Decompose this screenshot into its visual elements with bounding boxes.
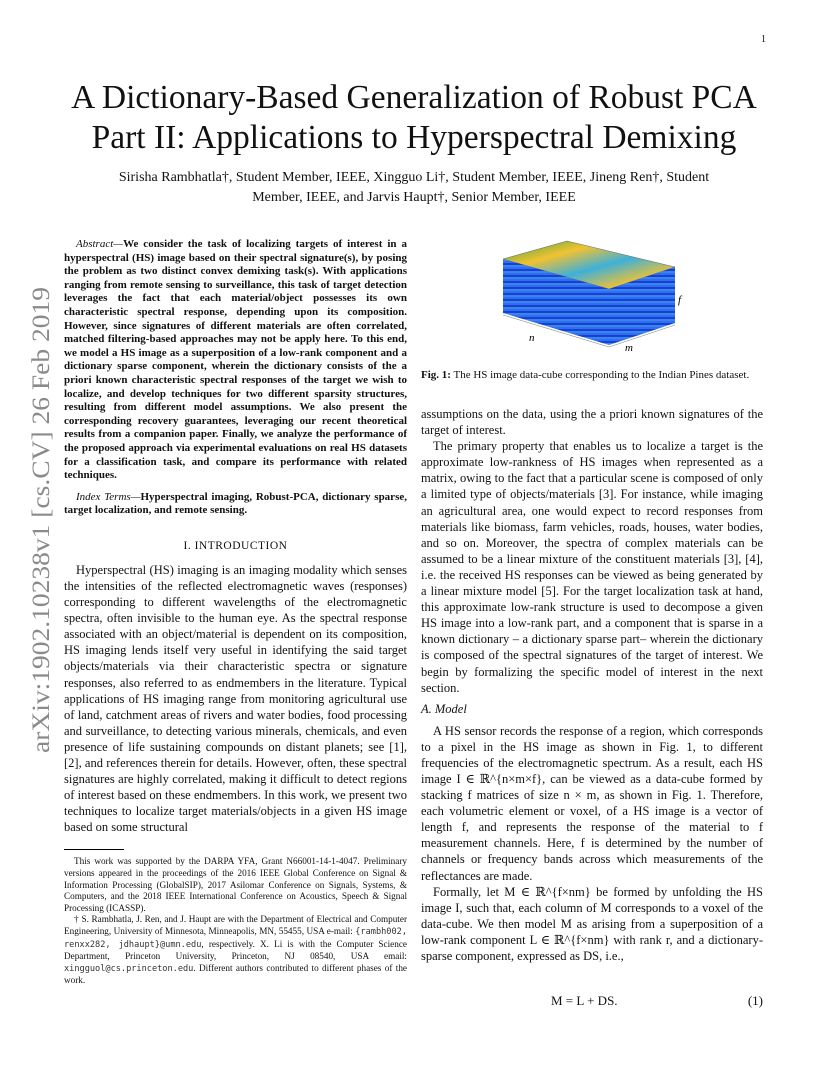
abstract-text: We consider the task of localizing targets of interest in a hyperspectral (HS) image based on their spectral signature(s), by posing the problem as two distinct convex demixing task(s). With applications ranging from remote sensing to surveillance, this task of target detection leverages the fact that each material/object possesses its own characteristic spectral response, depending upon its composition. However, since signatures of different materials are often correlated, matched filtering-based approaches may not be apply here. To this end, we model a HS image as a superposition of a low-rank component and a dictionary sparse component, wherein the dictionary consists of the a priori known characteristic spectral responses of the target we wish to localize, and develop techniques for two different sparsity structures, resulting from different model assumptions. We also present the corresponding recovery guarantees, leveraging our recent theoretical results from a companion paper. Finally, we analyze the performance of the proposed approach via experimental evaluations on real HS datasets for a classification task, and compare its performance with related techniques. [64,238,407,482]
right-paragraph-2: The primary property that enables us to localize a target is the approximate low-rankness of HS images when represented as a matrix, owing to the fact that a particular scene is composed of only a limited type of objects/materials [3]. For instance, while imaging an agricultural area, one would expect to record responses from materials like biomass, farm vehicles, roads, houses, water bodies, and so on. Moreover, the spectra of complex materials can be assumed to be a linear mixture of the constituent materials [3], [4], i.e. the received HS responses can be viewed as being generated by a linear mixture model [5]. For the target localization task at hand, this approximate low-rank structure is used to decompose a given HS image into a low-rank part, and a component that is sparse in a known dictionary – a dictionary sparse part– wherein the dictionary is composed of the spectral signatures of the target of interest. We begin by formalizing the specific model of interest in the next section. [421,439,763,695]
arxiv-stamp [21,285,61,755]
index-terms-label: Index Terms— [76,490,141,503]
title-line-1: A Dictionary-Based Generalization of Robust PCA [71,79,757,116]
authors-line-1: Sirisha Rambhatla†, Student Member, IEEE, Xingguo Li†, Student Member, IEEE, Jineng Ren†, Student [118,170,710,185]
index-terms-text: Hyperspectral imaging, Robust-PCA, dictionary sparse, target localization, and remote sensing. [64,490,407,517]
caption-text: The HS image data-cube corresponding to the Indian Pines dataset. [450,369,750,381]
model-paragraph-1: A HS sensor records the response of a region, which corresponds to a pixel in the HS image as shown in Fig. 1, to different frequencies of the electromagnetic spectrum. As a result, each HS image I ∈ ℝ^{n×m×f}, can be viewed as a data-cube formed by stacking f matrices of size n × m, as shown in Fig. 1. Therefore, each volumetric element or voxel, of a HS image is a vector of length f, and represents the response of the material to f measurement channels. Here, f is determined by the number of channels or frequency bands across which measurements of the reflectances are made. [421,723,763,883]
affiliation-footnote-start: † S. Rambhatla, J. Ren, and J. Haupt are with the Department of Electrical and Computer Engineering, University of Minnesota, Minneapolis, MN, 55455, USA e-mail: [64,914,407,937]
intro-paragraph: Hyperspectral (HS) imaging is an imaging modality which senses the intensities of the reflected electromagnetic waves (responses) corresponding to different wavelengths of the electromagnetic spectra, often invisible to the human eye. As the spectral response associated with an object/material is dependent on its composition, HS imaging lends itself very useful in identifying the said target objects/materials via their characteristic spectra or signature responses, also referred to as endmembers in the literature. Typical applications of HS imaging range from monitoring agricultural use of land, catchment areas of rivers and water bodies, food processing and surveillance, to detecting various minerals, chemicals, and even presence of life sustaining compounds on distant planets; see [1], [2], and references therein for details. However, often, these spectral signatures are highly correlated, making it difficult to detect regions of interest based on these endmembers. In this work, we present two techniques to localize target materials/objects in a given HS image based on some structural [64,562,407,835]
section-heading-introduction: I. INTRODUCTION [183,539,288,552]
label-m: m [625,342,633,354]
umn-emails[interactable]: {rambh002, renxx282, jdhaupt}@umn.edu [64,927,407,950]
model-paragraph-2: Formally, let M ∈ ℝ^{f×nm} be formed by unfolding the HS image I, such that, each column of M corresponds to a voxel of the data-cube. We then model M as arising from a superposition of a low-rank component L ∈ ℝ^{f×nm} with rank r, and a dictionary-sparse component, expressed as DS, i.e., [421,884,763,963]
equation-number: (1) [747,993,763,1008]
index-terms [64,491,407,518]
right-column [421,406,763,964]
left-column [64,238,407,987]
label-n: n [529,332,535,344]
page-number: 1 [761,34,766,45]
arxiv-stamp-text: arXiv:1902.10238v1 [cs.CV] 26 Feb 2019 [28,329,55,753]
right-paragraph-1: assumptions on the data, using the a priori known signatures of the target of interest. [421,407,763,438]
affiliation-footnote [64,914,407,987]
author-list [90,168,738,208]
authors-line-2: Member, IEEE, and Jarvis Haupt†, Senior Member, IEEE [252,190,576,205]
title-line-2: Part II: Applications to Hyperspectral Demixing [91,119,737,156]
princeton-email[interactable]: xingguol@cs.princeton.edu [64,963,194,974]
abstract [64,238,407,483]
funding-footnote: This work was supported by the DARPA YFA, Grant N66001-14-1-4047. Preliminary versions appeared in the proceedings of the 2016 IEEE Global Conference on Signal & Information Processing (GlobalSIP), 2017 Asilomar Conference on Signals, Systems, & Computers, and the 2018 IEEE International Conference on Acoustics, Speech & Signal Processing (ICASSP). [64,856,407,913]
equation-1 [421,993,763,1011]
hs-data-cube-figure [495,237,695,357]
figure-caption [421,369,763,383]
equation-body: M = L + DS. [551,993,618,1008]
caption-label: Fig. 1: [421,369,451,381]
subsection-heading-model: A. Model [421,701,467,716]
label-f: f [678,294,682,306]
paper-title [60,78,768,158]
affiliation-footnote-middle: , respectively. X. Li is with the Computer Science Department, Princeton University, Princeton, NJ 08540, USA email: [64,938,407,962]
footnote-divider [64,849,124,850]
affiliation-footnote-end: . Different authors contributed to different phases of the work. [64,962,407,986]
abstract-label: Abstract— [76,238,124,250]
